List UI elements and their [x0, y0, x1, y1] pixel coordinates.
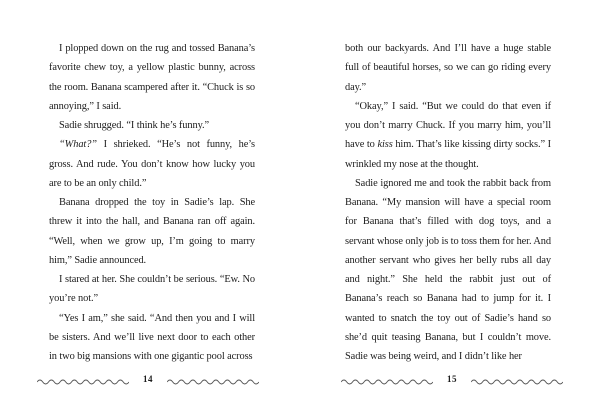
paragraph: I plopped down on the rug and tossed Banana’s favorite chew toy, a yellow plastic bunny, across the room. Banana scampered after it. “Chuck is so annoying,” I said. — [49, 43, 255, 112]
paragraph: “Yes I am,” she said. “And then you and I will be sisters. And we’ll live next door to each other in two big mansions with one gigantic pool across — [49, 312, 255, 362]
italic-text: kiss — [377, 139, 393, 151]
paragraph: I stared at her. She couldn’t be serious. “Ew. No you’re not.” — [49, 274, 255, 305]
paragraph: both our backyards. And I’ll have a huge stable full of beautiful horses, so we can go riding every day.” — [345, 43, 551, 93]
paragraph: “Okay,” I said. “But we could do that even if you don’t marry Chuck. If you marry him, you’ll have to kiss him. That’s like kissing dirty socks.” I wrinkled my nose at the thought. — [345, 100, 551, 170]
paragraph: Sadie ignored me and took the rabbit back from Banana. “My mansion will have a special room for Banana that’s filled with dog toys, and a servant whose only job is to toss them for her. And another servant who gives her belly rubs all day and night.” She held the rabbit just out of Banana’s reach so Banana had to jump for it. I wanted to snatch the toy out of Sadie’s hand so she’d quit teasing Banana, but I couldn’t move. Sadie was being weird, and I didn’t like her — [345, 177, 551, 362]
right-page-text — [345, 39, 551, 366]
paragraph: “What?” I shrieked. “He’s not funny, he’s gross. And rude. You don’t know how lucky you are to be an only child.” — [49, 139, 255, 189]
page-number: 14 — [143, 374, 153, 384]
paragraph: Banana dropped the toy in Sadie’s lap. She threw it into the hall, and Banana ran off again. “Well, when we grow up, I’m going to marry him,” Sadie announced. — [49, 197, 255, 266]
page-number: 15 — [447, 374, 457, 384]
right-page-footer — [341, 374, 563, 394]
wavy-ornament — [471, 378, 563, 386]
italic-text: “What?” — [59, 139, 97, 151]
right-page — [300, 0, 600, 409]
paragraph: Sadie shrugged. “I think he’s funny.” — [59, 120, 210, 131]
left-page-text — [49, 39, 255, 366]
wavy-ornament — [167, 378, 259, 386]
left-page-footer — [37, 374, 259, 394]
